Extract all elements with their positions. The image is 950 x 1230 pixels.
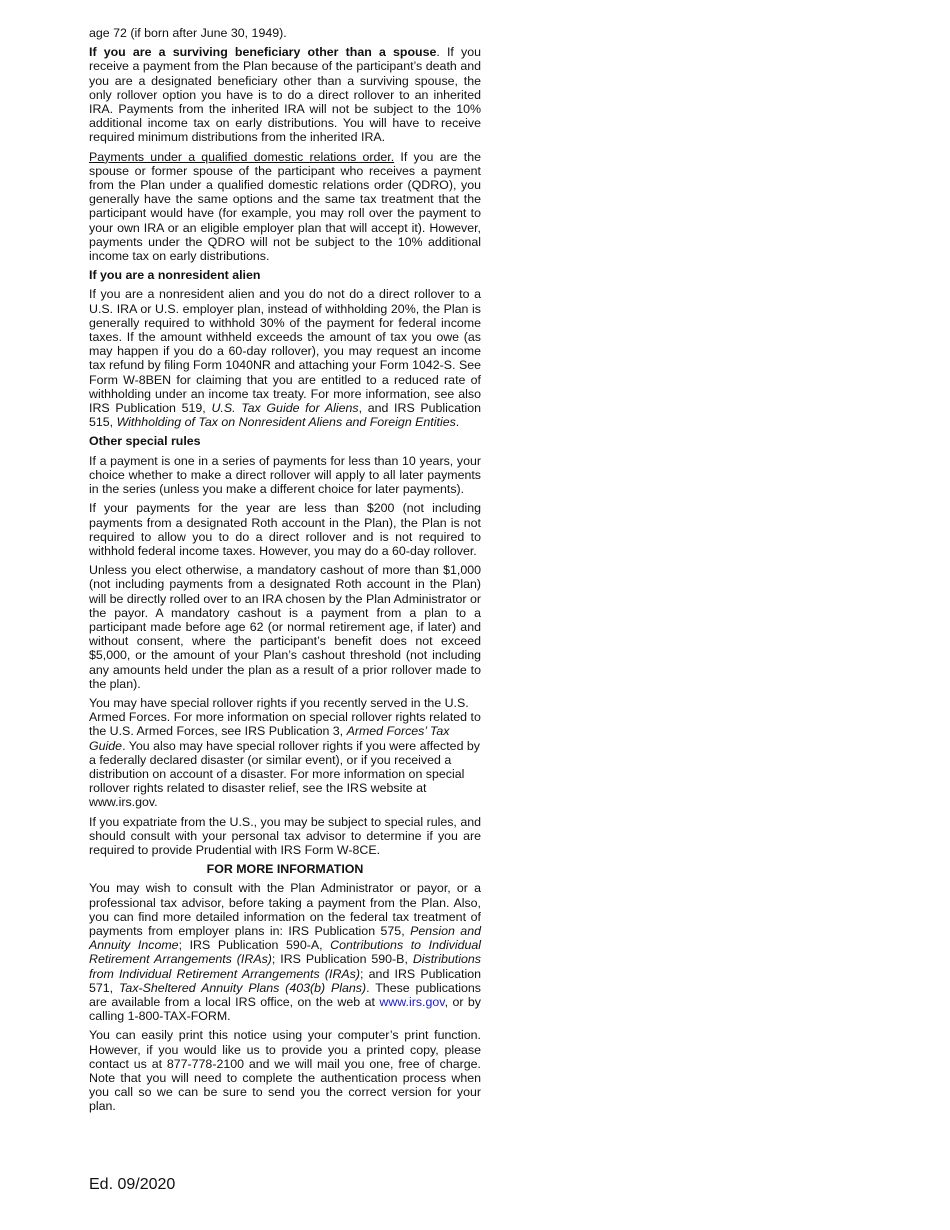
surviving-beneficiary-lead: If you are a surviving beneficiary other than a spouse [89,45,437,60]
publication-519-title: U.S. Tax Guide for Aliens [211,401,359,416]
publication-3-title: Armed Forces’ Tax Guide [89,724,450,753]
surviving-beneficiary-paragraph: If you are a surviving beneficiary other than a spouse. If you receive a payment from the Plan because of the participant’s death and you are a designated beneficiary other than a surviving spouse, the only rollover option you have is to do a direct rollover to an inherited IRA. Payments from the inherited IRA will not be subject to the 10% additional income tax on early distributions. You will have to receive required minimum distributions from the inherited IRA. [89,45,481,145]
publication-575-title: Pension and Annuity Income [89,923,481,953]
nonresident-heading: If you are a nonresident alien [89,268,261,283]
expatriate-paragraph: If you expatriate from the U.S., you may be subject to special rules, and should consult with your personal tax advisor to determine if you are required to provide Prudential with IRS Form W-8CE. [89,814,481,857]
other-rules-heading: Other special rules [89,434,201,449]
nonresident-paragraph: If you are a nonresident alien and you do not do a direct rollover to a U.S. IRA or U.S. employer plan, instead of withholding 20%, the Plan is generally required to withhold 30% of the payment for federal income taxes. If the amount withheld exceeds the amount of tax you owe (as may happen if you do a 60-day rollover), you may request an income tax refund by filing Form 1040NR and attaching your Form 1042-S. See Form W-8BEN for claiming that you are entitled to a reduced rate of withholding under an income tax treaty. For more information, see also IRS Publication 519, U.S. Tax Guide for Aliens, and IRS Publication 515, Withholding of Tax on Nonresident Aliens and Foreign Entities. [89,287,482,430]
text-column [89,26,481,1119]
series-payments-paragraph: If a payment is one in a series of payments for less than 10 years, your choice whether to make a direct rollover will apply to all later payments in the series (unless you make a different choice for later payments). [89,453,481,497]
edition-footer: Ed. 09/2020 [89,1176,176,1193]
mandatory-cashout-paragraph: Unless you elect otherwise, a mandatory cashout of more than $1,000 (not including payments from a designated Roth account in the Plan) will be directly rolled over to an IRA chosen by the Plan Administrator or the payor. A mandatory cashout is a payment from a plan to a participant made before age 62 (or normal retirement age, if later) and without consent, where the participant’s benefit does not exceed $5,000, or the amount of your Plan’s cashout threshold (not including any amounts held under the plan as a result of a prior rollover made to the plan). [89,563,481,691]
publication-590a-title: Contributions to Individual Retirement Arrangements (IRAs) [89,938,482,967]
publication-590b-title: Distributions from Individual Retirement Arrangements (IRAs) [89,952,481,981]
qdro-lead: Payments under a qualified domestic relations order. [89,149,395,164]
armed-forces-paragraph: You may have special rollover rights if you recently served in the U.S. Armed Forces. For more information on special rollover rights related to the U.S. Armed Forces, see IRS Publication 3, Armed Forces’ Tax Guide. You also may have special rollover rights if you were affected by a federally declared disaster (or similar event), or if you received a distribution on account of a disaster. For more information on special rollover rights related to disaster relief, see the IRS website at www.irs.gov. [89,695,481,810]
intro-line: age 72 (if born after June 30, 1949). [89,26,287,40]
qdro-paragraph: Payments under a qualified domestic relations order. If you are the spouse or former spouse of the participant who receives a payment from the Plan under a qualified domestic relations order (QDRO), you generally have the same options and the same tax treatment that the participant would have (for example, you may roll over the payment to your own IRA or an eligible employer plan that will accept it). However, payments under the QDRO will not be subject to the 10% additional income tax on early distributions. [89,149,481,264]
irs-website-link[interactable]: www.irs.gov [379,995,445,1009]
publication-571-title: Tax-Sheltered Annuity Plans (403(b) Plans) [119,980,367,995]
publication-515-title: Withholding of Tax on Nonresident Aliens and Foreign Entities [116,415,456,430]
under-200-paragraph: If your payments for the year are less than $200 (not including payments from a designated Roth account in the Plan), the Plan is not required to allow you to do a direct rollover and is not required to withhold federal income taxes. However, you may do a 60-day rollover. [89,501,481,558]
more-info-paragraph: You may wish to consult with the Plan Administrator or payor, or a professional tax advisor, before taking a payment from the Plan. Also, you can find more detailed information on the federal tax treatment of payments from employer plans in: IRS Publication 575, Pension and Annuity Income; IRS Publication 590-A, Contributions to Individual Retirement Arrangements (IRAs); IRS Publication 590-B, Distributions from Individual Retirement Arrangements (IRAs); and IRS Publication 571, Tax-Sheltered Annuity Plans (403(b) Plans). These publications are available from a local IRS office, on the web at www.irs.gov, or by calling 1-800-TAX-FORM. [89,881,482,1024]
more-info-heading: FOR MORE INFORMATION [206,862,364,877]
print-notice-paragraph: You can easily print this notice using your computer’s print function. However, if you would like us to provide you a printed copy, please contact us at 877-778-2100 and we will mail you one, free of charge. Note that you will need to complete the authentication process when you call so we can be sure to send you the correct version for your plan. [89,1028,481,1114]
